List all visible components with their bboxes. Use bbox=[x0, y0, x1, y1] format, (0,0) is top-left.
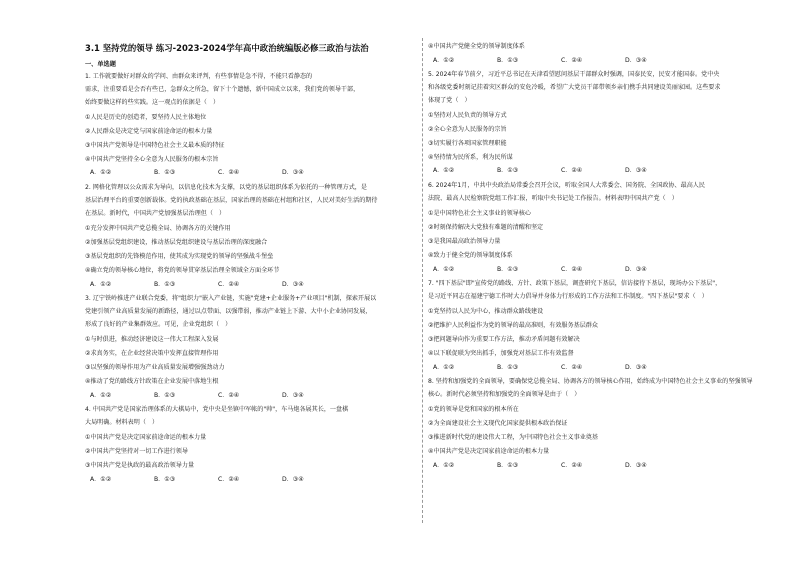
answer-option[interactable]: A．①② bbox=[433, 57, 455, 64]
answer-option[interactable]: D．③④ bbox=[282, 169, 304, 176]
answer-option[interactable]: C．②④ bbox=[218, 392, 240, 399]
answer-option[interactable]: D．③④ bbox=[282, 476, 304, 483]
question-line: 在基层。新时代，中国共产党加强基层治理但（ ） bbox=[85, 210, 226, 217]
answer-option[interactable]: C．②④ bbox=[218, 169, 240, 176]
question-line: ①坚持对人民负责的领导方式 bbox=[428, 112, 507, 119]
answer-option[interactable]: C．②④ bbox=[561, 57, 583, 64]
question-line: 6. 2024年1月，中共中央政治局常委会召开会议，听取全国人大常委会、国务院、全国政协、最高人民 bbox=[428, 182, 705, 189]
question-line: 需求，注重要看是会否有些已，急群众之所急，留下十个遗憾，新中国成立以来，我们党的领导干部， bbox=[85, 86, 360, 93]
answer-option[interactable]: A．①② bbox=[433, 364, 455, 371]
question-line: ②求真务实，在企业经营决策中发挥直接管理作用 bbox=[85, 350, 219, 357]
question-line: ②为全面建设社会主义现代化国家提供根本政治保证 bbox=[428, 420, 568, 427]
question-line: ①中国共产党是决定国家前途命运的根本力量 bbox=[85, 434, 207, 441]
question-line: 1. 工作就要做好对群众的学问、由群众来评判，有些事情是急不得，不能只看静态的 bbox=[85, 73, 313, 80]
question-line: ②中国共产党坚持对一切工作进行领导 bbox=[85, 448, 188, 455]
question-line: 是习近平同志在福建宁德工作时大力倡导并身体力行形成的工作方法和工作制度。"四下基层"要求（ ） bbox=[428, 293, 708, 300]
answer-option[interactable]: D．③④ bbox=[625, 57, 647, 64]
question-line: 始终要做这样的些实践。这一观点的依据是（ ） bbox=[85, 99, 220, 106]
question-line: ①是中国特色社会主义事业的领导核心 bbox=[428, 210, 531, 217]
question-line: 5. 2024年春节前夕，习近平总书记在天津看望慰问基层干部群众时强调，国泰民安，民安才能国泰。党中央 bbox=[428, 71, 720, 78]
question-line: 7. "四下基层"即"宣传党的路线、方针、政策下基层，调查研究下基层，信访接待下基层，现场办公下基层"， bbox=[428, 280, 722, 287]
answer-option[interactable]: B．①③ bbox=[154, 169, 176, 176]
answer-option[interactable]: B．①③ bbox=[497, 266, 519, 273]
answer-option[interactable]: B．①③ bbox=[497, 167, 519, 174]
answer-option[interactable]: C．②④ bbox=[561, 462, 583, 469]
answer-option[interactable]: D．③④ bbox=[282, 392, 304, 399]
column-divider bbox=[422, 38, 423, 523]
question-line: ②全心全意为人民服务的宗旨 bbox=[428, 126, 507, 133]
answer-option[interactable]: A．①② bbox=[90, 281, 112, 288]
answer-options bbox=[433, 363, 689, 372]
question-line: 党建引领产业高质量发展的新路径，通过以点带面、以强带弱，推动产业链上下游、大中小企业协同发展， bbox=[85, 308, 372, 315]
answer-option[interactable]: A．①② bbox=[90, 476, 112, 483]
answer-options bbox=[90, 391, 346, 400]
answer-option[interactable]: C．②④ bbox=[561, 167, 583, 174]
answer-options bbox=[433, 265, 689, 274]
question-line: ③基层党组织的先锋模范作用，使其成为实现党的领导的坚强战斗堡垒 bbox=[85, 253, 274, 260]
question-line: ④中国共产党坚持全心全意为人民服务的根本宗旨 bbox=[85, 156, 219, 163]
question-line: ②把维护人民利益作为党的领导的最高准则，有效服务基层群众 bbox=[428, 322, 598, 329]
answer-options bbox=[90, 280, 346, 289]
answer-option[interactable]: B．①③ bbox=[497, 462, 519, 469]
question-line: ④推动了党的路线方针政策在企业发展中落地生根 bbox=[85, 378, 219, 385]
section-heading: 一、单选题 bbox=[85, 61, 116, 68]
answer-option[interactable]: A．①② bbox=[90, 169, 112, 176]
question-line: 4. 中国共产党是国家治理体系的大棋局中，党中央是坐镇中军帐的"帅"，车马炮各展其长，一盘棋 bbox=[85, 406, 349, 413]
question-line: ③推进新时代党的建设伟大工程，为中国特色社会主义事业奠基 bbox=[428, 434, 598, 441]
answer-option[interactable]: D．③④ bbox=[625, 266, 647, 273]
answer-option[interactable]: A．①② bbox=[433, 167, 455, 174]
question-line: ②时刻保持解决大党独有难题的清醒和坚定 bbox=[428, 224, 544, 231]
question-line: 和各级党委时刻记挂着灾区群众的安危冷暖，希望广大党员干部带领乡亲们携手共同建设美丽家园。这些要求 bbox=[428, 84, 721, 91]
answer-options bbox=[90, 168, 346, 177]
answer-option[interactable]: D．③④ bbox=[625, 462, 647, 469]
question-line: ③切实履行各项国家管理职能 bbox=[428, 140, 507, 147]
answer-option[interactable]: B．①③ bbox=[154, 476, 176, 483]
question-line: ②加强基层党组织建设，推动基层党组织建设与基层治理的深度融合 bbox=[85, 239, 268, 246]
question-line: ①人民是历史的创造者，要坚持人民主体地位 bbox=[85, 114, 207, 121]
question-line: ③中国共产党是执政的最高政治领导力量 bbox=[85, 462, 195, 469]
answer-option[interactable]: B．①③ bbox=[497, 364, 519, 371]
answer-option[interactable]: B．①③ bbox=[154, 392, 176, 399]
question-line: ③把问题导向作为重要工作方法，推动矛盾问题有效解决 bbox=[428, 336, 580, 343]
question-line: ④以下联促联为突出抓手，加强党对基层工作有效监督 bbox=[428, 350, 574, 357]
question-line: 3. 辽宁铁岭推进产业联合党委，将"组织力"嵌入产业链，实施"党建+企业服务+产业项目"机制，探索开展以 bbox=[85, 295, 377, 302]
question-line: ①与时俱进，推动经济建设这一伟大工程深入发展 bbox=[85, 336, 219, 343]
answer-option[interactable]: D．③④ bbox=[625, 364, 647, 371]
answer-option[interactable]: A．①② bbox=[433, 462, 455, 469]
question-line: 大局明确。材料表明（ ） bbox=[85, 419, 159, 426]
question-line: 基层治理平台的重要创新载体。党的执政基础在基层，国家治理的基础在村组和社区，人民对美好生活的期待 bbox=[85, 197, 378, 204]
question-line: ④确立党的领导核心地位，将党的领导贯穿基层治理全领域全方面全环节 bbox=[85, 267, 280, 274]
answer-options bbox=[433, 166, 689, 175]
question-line: 形成了良好的产业集群效应。可见，企业党组织（ ） bbox=[85, 321, 232, 328]
question-line: 核心。新时代必须坚持和加强党的全面领导是由于（ ） bbox=[428, 391, 581, 398]
answer-option[interactable]: B．①③ bbox=[497, 57, 519, 64]
answer-options bbox=[433, 461, 689, 470]
answer-option[interactable]: C．②④ bbox=[218, 281, 240, 288]
question-line: ④中国共产党是决定国家前途命运的根本力量 bbox=[428, 448, 550, 455]
question-line: 8. 坚持和加强党的全面领导，要确保党总揽全局、协调各方的领导核心作用，始终成为中国特色社会主义事业的坚强领导 bbox=[428, 378, 753, 385]
answer-option[interactable]: C．②④ bbox=[218, 476, 240, 483]
answer-option[interactable]: A．①② bbox=[433, 266, 455, 273]
answer-options bbox=[433, 56, 689, 65]
question-line: ③是我国最高政治领导力量 bbox=[428, 238, 501, 245]
answer-option[interactable]: D．③④ bbox=[625, 167, 647, 174]
question-line: ④中国共产党健全党的领导制度体系 bbox=[428, 43, 525, 50]
question-line: ①充分发挥中国共产党总揽全局、协调各方的关键作用 bbox=[85, 225, 231, 232]
answer-option[interactable]: C．②④ bbox=[561, 266, 583, 273]
question-line: ②人民群众是决定党与国家前途命运的根本力量 bbox=[85, 128, 213, 135]
answer-option[interactable]: C．②④ bbox=[561, 364, 583, 371]
answer-option[interactable]: B．①③ bbox=[154, 281, 176, 288]
question-line: ④坚持情为民所系，利为民所谋 bbox=[428, 154, 513, 161]
question-line: ④致力于健全党的领导制度体系 bbox=[428, 252, 513, 259]
answer-option[interactable]: D．③④ bbox=[282, 281, 304, 288]
question-line: 2. 网格化管理以公众需求为导向，以信息化技术为支撑，以党的基层组织体系为依托的一种管理方式，是 bbox=[85, 184, 367, 191]
question-line: ③中国共产党领导是中国特色社会主义最本质的特征 bbox=[85, 142, 225, 149]
question-line: ③以坚强的领导作用为产业高质量发展增强强劲动力 bbox=[85, 364, 225, 371]
question-line: ①党坚持以人民为中心，推动群众路线建设 bbox=[428, 308, 544, 315]
answer-options bbox=[90, 475, 346, 484]
question-line: ①党的领导是党和国家的根本所在 bbox=[428, 406, 519, 413]
question-line: 法院、最高人民检察院党组工作汇报，听取中央书记处工作报告。材料表明中国共产党（ ） bbox=[428, 195, 678, 202]
question-line: 体现了党（ ） bbox=[428, 97, 471, 104]
answer-option[interactable]: A．①② bbox=[90, 392, 112, 399]
page-title: 3.1 坚持党的领导 练习-2023-2024学年高中政治统编版必修三政治与法治 bbox=[85, 43, 369, 53]
